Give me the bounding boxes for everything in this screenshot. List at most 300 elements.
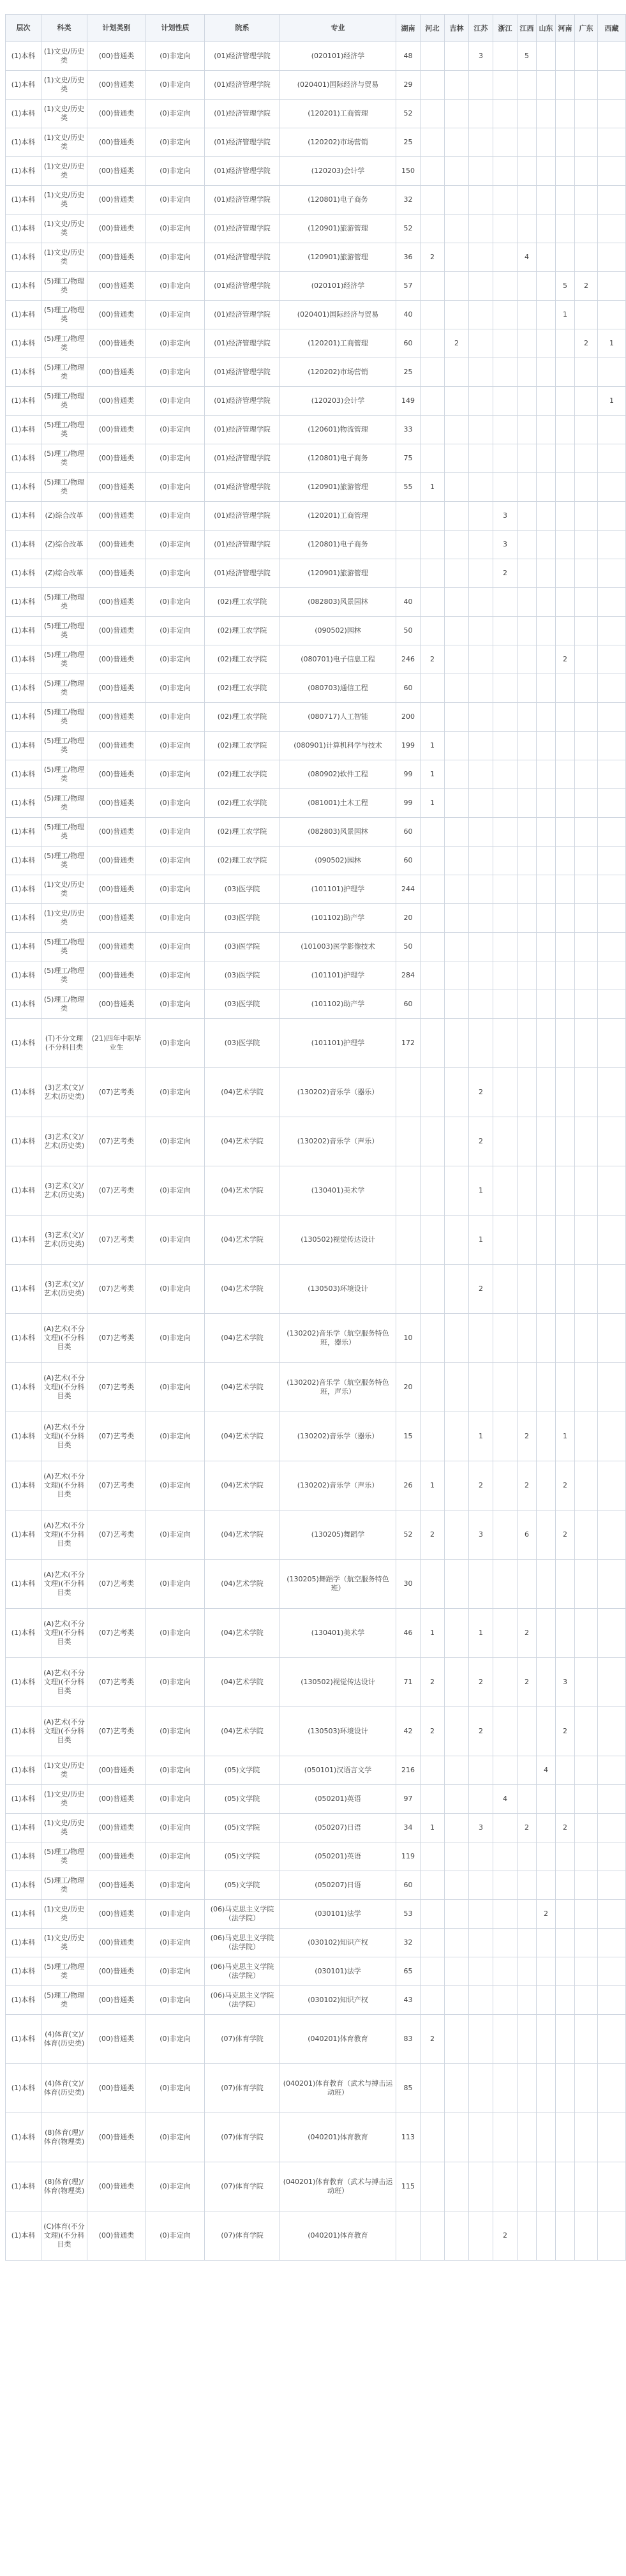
cell-quota: 199: [396, 732, 421, 760]
cell-subject: (5)理工/物理类: [41, 990, 87, 1019]
cell-quota: 1: [421, 789, 445, 818]
cell-quota: 75: [396, 444, 421, 473]
cell-category: (21)四年中职毕业生: [87, 1019, 146, 1068]
table-row: [6, 1957, 626, 1986]
cell-quota: [469, 358, 493, 387]
cell-major: (050201)英语: [280, 1842, 396, 1871]
cell-quota: [396, 1265, 421, 1314]
cell-major: (050201)英语: [280, 1785, 396, 1814]
cell-quota: [421, 1166, 445, 1216]
cell-subject: (5)理工/物理类: [41, 1986, 87, 2015]
cell-nature: (0)非定向: [146, 1560, 205, 1609]
cell-quota: [598, 1068, 626, 1117]
cell-quota: [493, 847, 518, 875]
cell-subject: (1)文史/历史类: [41, 904, 87, 933]
table-row: [6, 1216, 626, 1265]
cell-level: (1)本科: [6, 1117, 41, 1166]
table-row: [6, 1785, 626, 1814]
header-province-jiangxi: 江西: [518, 15, 537, 42]
cell-quota: 32: [396, 1929, 421, 1957]
cell-category: (00)普通类: [87, 875, 146, 904]
cell-major: (120901)旅游管理: [280, 473, 396, 502]
cell-subject: (Z)综合改革: [41, 559, 87, 588]
cell-quota: [445, 358, 469, 387]
cell-quota: [421, 128, 445, 157]
cell-quota: [575, 1986, 598, 2015]
cell-college: (01)经济管理学院: [205, 473, 280, 502]
cell-major: (130202)音乐学（声乐）: [280, 1461, 396, 1510]
cell-subject: (1)文史/历史类: [41, 1814, 87, 1842]
cell-category: (00)普通类: [87, 990, 146, 1019]
cell-quota: [421, 329, 445, 358]
cell-quota: [493, 990, 518, 1019]
cell-quota: 119: [396, 1842, 421, 1871]
cell-major: (120201)工商管理: [280, 100, 396, 128]
cell-subject: (1)文史/历史类: [41, 128, 87, 157]
cell-quota: [575, 1363, 598, 1412]
cell-quota: 2: [518, 1412, 537, 1461]
cell-quota: [469, 2113, 493, 2162]
table-row: [6, 358, 626, 387]
cell-quota: [445, 1842, 469, 1871]
cell-major: (130205)舞蹈学: [280, 1510, 396, 1560]
cell-quota: [518, 645, 537, 674]
header-province-zhejiang: 浙江: [493, 15, 518, 42]
cell-quota: [537, 1363, 556, 1412]
cell-quota: [421, 2113, 445, 2162]
cell-nature: (0)非定向: [146, 215, 205, 243]
cell-level: (1)本科: [6, 1412, 41, 1461]
cell-quota: [445, 732, 469, 760]
cell-nature: (0)非定向: [146, 1785, 205, 1814]
cell-quota: [469, 875, 493, 904]
cell-nature: (0)非定向: [146, 933, 205, 961]
cell-nature: (0)非定向: [146, 1842, 205, 1871]
cell-category: (00)普通类: [87, 186, 146, 215]
cell-quota: [575, 875, 598, 904]
cell-quota: [493, 42, 518, 71]
cell-major: (080902)软件工程: [280, 760, 396, 789]
cell-quota: [445, 531, 469, 559]
cell-quota: [537, 157, 556, 186]
cell-quota: [598, 1658, 626, 1707]
table-row: [6, 1658, 626, 1707]
cell-quota: [518, 358, 537, 387]
cell-quota: [469, 1900, 493, 1929]
cell-quota: 2: [493, 559, 518, 588]
cell-quota: 2: [518, 1461, 537, 1510]
cell-subject: (5)理工/物理类: [41, 732, 87, 760]
cell-quota: [556, 1019, 575, 1068]
cell-category: (00)普通类: [87, 531, 146, 559]
cell-nature: (0)非定向: [146, 1314, 205, 1363]
cell-college: (02)理工农学院: [205, 847, 280, 875]
cell-quota: [575, 2162, 598, 2211]
cell-quota: [445, 2162, 469, 2211]
cell-subject: (A)艺术(不分文理)(不分科目类: [41, 1314, 87, 1363]
cell-quota: [598, 789, 626, 818]
cell-quota: [598, 875, 626, 904]
cell-level: (1)本科: [6, 617, 41, 645]
cell-quota: [421, 875, 445, 904]
cell-quota: 150: [396, 157, 421, 186]
cell-quota: 29: [396, 71, 421, 100]
cell-quota: [445, 387, 469, 416]
cell-quota: [556, 243, 575, 272]
cell-category: (00)普通类: [87, 818, 146, 847]
cell-quota: [493, 875, 518, 904]
cell-subject: (4)体育(文)/体育(历史类): [41, 2064, 87, 2113]
cell-level: (1)本科: [6, 732, 41, 760]
cell-quota: [598, 818, 626, 847]
cell-quota: 2: [556, 1814, 575, 1842]
cell-nature: (0)非定向: [146, 1929, 205, 1957]
cell-subject: (1)文史/历史类: [41, 243, 87, 272]
cell-quota: [537, 2211, 556, 2261]
cell-quota: [469, 818, 493, 847]
cell-quota: [493, 1019, 518, 1068]
cell-quota: 2: [421, 645, 445, 674]
table-row: [6, 1756, 626, 1785]
cell-quota: [556, 2162, 575, 2211]
cell-quota: [575, 42, 598, 71]
cell-nature: (0)非定向: [146, 990, 205, 1019]
cell-quota: [575, 904, 598, 933]
cell-quota: [575, 2015, 598, 2064]
cell-quota: [469, 703, 493, 732]
cell-quota: [469, 1929, 493, 1957]
cell-college: (01)经济管理学院: [205, 559, 280, 588]
cell-quota: [598, 1314, 626, 1363]
cell-quota: [396, 1216, 421, 1265]
cell-level: (1)本科: [6, 1785, 41, 1814]
cell-category: (00)普通类: [87, 42, 146, 71]
cell-subject: (1)文史/历史类: [41, 100, 87, 128]
cell-nature: (0)非定向: [146, 531, 205, 559]
cell-level: (1)本科: [6, 2162, 41, 2211]
table-row: [6, 1461, 626, 1510]
cell-quota: [556, 1314, 575, 1363]
cell-category: (00)普通类: [87, 933, 146, 961]
cell-level: (1)本科: [6, 215, 41, 243]
cell-quota: [518, 933, 537, 961]
cell-quota: 25: [396, 128, 421, 157]
cell-quota: [518, 416, 537, 444]
cell-quota: [445, 904, 469, 933]
table-row: [6, 1166, 626, 1216]
cell-category: (00)普通类: [87, 732, 146, 760]
cell-quota: [445, 1117, 469, 1166]
cell-quota: 1: [598, 387, 626, 416]
cell-quota: 52: [396, 215, 421, 243]
cell-quota: 2: [445, 329, 469, 358]
cell-level: (1)本科: [6, 674, 41, 703]
cell-nature: (0)非定向: [146, 1957, 205, 1986]
cell-quota: [445, 1658, 469, 1707]
cell-quota: [421, 703, 445, 732]
cell-quota: [421, 559, 445, 588]
cell-quota: [421, 1216, 445, 1265]
cell-quota: 83: [396, 2015, 421, 2064]
cell-quota: [537, 42, 556, 71]
cell-quota: [421, 2211, 445, 2261]
cell-quota: [598, 990, 626, 1019]
cell-major: (050207)日语: [280, 1871, 396, 1900]
cell-category: (07)艺考类: [87, 1314, 146, 1363]
cell-quota: [575, 1068, 598, 1117]
cell-quota: 43: [396, 1986, 421, 2015]
cell-quota: [556, 215, 575, 243]
cell-quota: [445, 1814, 469, 1842]
cell-quota: [469, 243, 493, 272]
cell-nature: (0)非定向: [146, 1363, 205, 1412]
cell-level: (1)本科: [6, 301, 41, 329]
cell-nature: (0)非定向: [146, 1756, 205, 1785]
cell-category: (00)普通类: [87, 760, 146, 789]
cell-quota: [556, 617, 575, 645]
cell-quota: 2: [421, 1658, 445, 1707]
cell-quota: [556, 531, 575, 559]
cell-quota: [445, 1216, 469, 1265]
cell-quota: [537, 875, 556, 904]
cell-quota: [537, 1265, 556, 1314]
cell-quota: [598, 1842, 626, 1871]
table-row: [6, 243, 626, 272]
cell-quota: [537, 416, 556, 444]
cell-quota: [518, 2211, 537, 2261]
cell-category: (00)普通类: [87, 1957, 146, 1986]
cell-quota: [493, 100, 518, 128]
cell-college: (04)艺术学院: [205, 1707, 280, 1756]
cell-quota: [598, 588, 626, 617]
cell-quota: [493, 1929, 518, 1957]
cell-quota: 172: [396, 1019, 421, 1068]
cell-college: (01)经济管理学院: [205, 215, 280, 243]
cell-quota: [421, 1842, 445, 1871]
cell-quota: [445, 157, 469, 186]
cell-quota: [518, 1216, 537, 1265]
cell-quota: [556, 473, 575, 502]
cell-level: (1)本科: [6, 933, 41, 961]
cell-major: (130202)音乐学（器乐）: [280, 1412, 396, 1461]
cell-nature: (0)非定向: [146, 358, 205, 387]
cell-major: (040201)体育教育: [280, 2211, 396, 2261]
cell-quota: [421, 1265, 445, 1314]
cell-quota: [493, 617, 518, 645]
cell-quota: [421, 990, 445, 1019]
cell-subject: (A)艺术(不分文理)(不分科目类: [41, 1707, 87, 1756]
header-province-guangdong: 广东: [575, 15, 598, 42]
cell-level: (1)本科: [6, 1363, 41, 1412]
cell-quota: [445, 588, 469, 617]
cell-quota: [518, 2015, 537, 2064]
table-row: [6, 272, 626, 301]
cell-level: (1)本科: [6, 1166, 41, 1216]
cell-college: (04)艺术学院: [205, 1510, 280, 1560]
cell-quota: [598, 2015, 626, 2064]
cell-quota: [575, 416, 598, 444]
cell-college: (04)艺术学院: [205, 1560, 280, 1609]
cell-subject: (5)理工/物理类: [41, 1957, 87, 1986]
cell-quota: [396, 1117, 421, 1166]
cell-quota: [493, 1842, 518, 1871]
cell-quota: [469, 1986, 493, 2015]
cell-quota: [575, 1609, 598, 1658]
cell-college: (01)经济管理学院: [205, 301, 280, 329]
cell-quota: [556, 502, 575, 531]
cell-quota: 3: [469, 1510, 493, 1560]
cell-quota: [598, 2211, 626, 2261]
cell-college: (01)经济管理学院: [205, 531, 280, 559]
cell-quota: [445, 42, 469, 71]
cell-nature: (0)非定向: [146, 416, 205, 444]
cell-quota: [493, 2015, 518, 2064]
cell-quota: [575, 1842, 598, 1871]
cell-subject: (5)理工/物理类: [41, 301, 87, 329]
table-row: [6, 1117, 626, 1166]
cell-quota: [396, 1068, 421, 1117]
cell-quota: [575, 645, 598, 674]
cell-quota: [575, 1900, 598, 1929]
cell-major: (080701)电子信息工程: [280, 645, 396, 674]
cell-quota: [518, 186, 537, 215]
cell-college: (06)马克思主义学院（法学院）: [205, 1986, 280, 2015]
cell-major: (040201)体育教育: [280, 2113, 396, 2162]
cell-major: (101102)助产学: [280, 990, 396, 1019]
cell-level: (1)本科: [6, 818, 41, 847]
cell-quota: [575, 1412, 598, 1461]
cell-quota: [598, 157, 626, 186]
cell-quota: [518, 847, 537, 875]
cell-quota: [518, 1986, 537, 2015]
table-row: [6, 502, 626, 531]
header-nature: 计划性质: [146, 15, 205, 42]
cell-quota: [421, 1900, 445, 1929]
cell-quota: [537, 272, 556, 301]
cell-quota: 60: [396, 674, 421, 703]
cell-quota: [537, 329, 556, 358]
cell-quota: 216: [396, 1756, 421, 1785]
cell-level: (1)本科: [6, 387, 41, 416]
table-row: [6, 2015, 626, 2064]
cell-quota: [518, 502, 537, 531]
cell-category: (00)普通类: [87, 789, 146, 818]
cell-quota: [537, 674, 556, 703]
cell-category: (00)普通类: [87, 1842, 146, 1871]
cell-major: (120801)电子商务: [280, 531, 396, 559]
cell-quota: [518, 301, 537, 329]
cell-quota: 149: [396, 387, 421, 416]
cell-quota: [445, 1314, 469, 1363]
cell-level: (1)本科: [6, 444, 41, 473]
cell-quota: [421, 961, 445, 990]
cell-quota: [421, 157, 445, 186]
cell-quota: [469, 157, 493, 186]
cell-quota: 2: [518, 1658, 537, 1707]
cell-major: (130503)环境设计: [280, 1265, 396, 1314]
table-row: [6, 990, 626, 1019]
cell-quota: 85: [396, 2064, 421, 2113]
cell-quota: [556, 1560, 575, 1609]
cell-quota: [421, 904, 445, 933]
header-province-hunan: 湖南: [396, 15, 421, 42]
cell-quota: [445, 703, 469, 732]
cell-quota: 3: [493, 531, 518, 559]
cell-quota: 33: [396, 416, 421, 444]
cell-subject: (1)文史/历史类: [41, 1900, 87, 1929]
cell-nature: (0)非定向: [146, 1900, 205, 1929]
cell-college: (01)经济管理学院: [205, 387, 280, 416]
cell-quota: [575, 1461, 598, 1510]
cell-quota: [518, 1842, 537, 1871]
cell-quota: [445, 2113, 469, 2162]
cell-nature: (0)非定向: [146, 760, 205, 789]
cell-quota: [518, 990, 537, 1019]
cell-quota: 40: [396, 301, 421, 329]
cell-subject: (5)理工/物理类: [41, 387, 87, 416]
cell-quota: [445, 933, 469, 961]
table-row: [6, 1707, 626, 1756]
cell-quota: [556, 1842, 575, 1871]
cell-subject: (A)艺术(不分文理)(不分科目类: [41, 1658, 87, 1707]
cell-college: (03)医学院: [205, 933, 280, 961]
cell-major: (120801)电子商务: [280, 444, 396, 473]
cell-major: (040201)体育教育（武术与搏击运动班）: [280, 2162, 396, 2211]
cell-quota: [537, 961, 556, 990]
table-row: [6, 301, 626, 329]
cell-quota: [575, 128, 598, 157]
cell-nature: (0)非定向: [146, 1871, 205, 1900]
table-row: [6, 703, 626, 732]
cell-quota: [537, 1019, 556, 1068]
cell-nature: (0)非定向: [146, 444, 205, 473]
cell-level: (1)本科: [6, 1707, 41, 1756]
cell-major: (130202)音乐学（航空服务特色班，器乐）: [280, 1314, 396, 1363]
cell-quota: 4: [537, 1756, 556, 1785]
cell-quota: 60: [396, 1871, 421, 1900]
cell-major: (130205)舞蹈学（航空服务特色班）: [280, 1560, 396, 1609]
cell-subject: (5)理工/物理类: [41, 933, 87, 961]
cell-quota: [445, 990, 469, 1019]
cell-quota: 60: [396, 818, 421, 847]
cell-quota: [469, 1363, 493, 1412]
cell-quota: [493, 2064, 518, 2113]
cell-quota: 2: [469, 1461, 493, 1510]
cell-category: (00)普通类: [87, 1814, 146, 1842]
cell-major: (120203)会计学: [280, 387, 396, 416]
cell-category: (00)普通类: [87, 1900, 146, 1929]
cell-quota: 46: [396, 1609, 421, 1658]
cell-quota: [556, 1609, 575, 1658]
cell-quota: 55: [396, 473, 421, 502]
cell-subject: (3)艺术(文)/艺术(历史类): [41, 1216, 87, 1265]
cell-subject: (1)文史/历史类: [41, 875, 87, 904]
cell-level: (1)本科: [6, 2064, 41, 2113]
cell-quota: [575, 387, 598, 416]
cell-quota: [556, 789, 575, 818]
cell-quota: [493, 1461, 518, 1510]
cell-quota: [575, 732, 598, 760]
cell-quota: [518, 961, 537, 990]
cell-quota: [556, 559, 575, 588]
cell-subject: (8)体育(理)/体育(物理类): [41, 2162, 87, 2211]
cell-quota: [598, 100, 626, 128]
cell-subject: (5)理工/物理类: [41, 760, 87, 789]
cell-level: (1)本科: [6, 760, 41, 789]
cell-quota: [445, 847, 469, 875]
cell-quota: [421, 2064, 445, 2113]
cell-quota: [575, 1756, 598, 1785]
